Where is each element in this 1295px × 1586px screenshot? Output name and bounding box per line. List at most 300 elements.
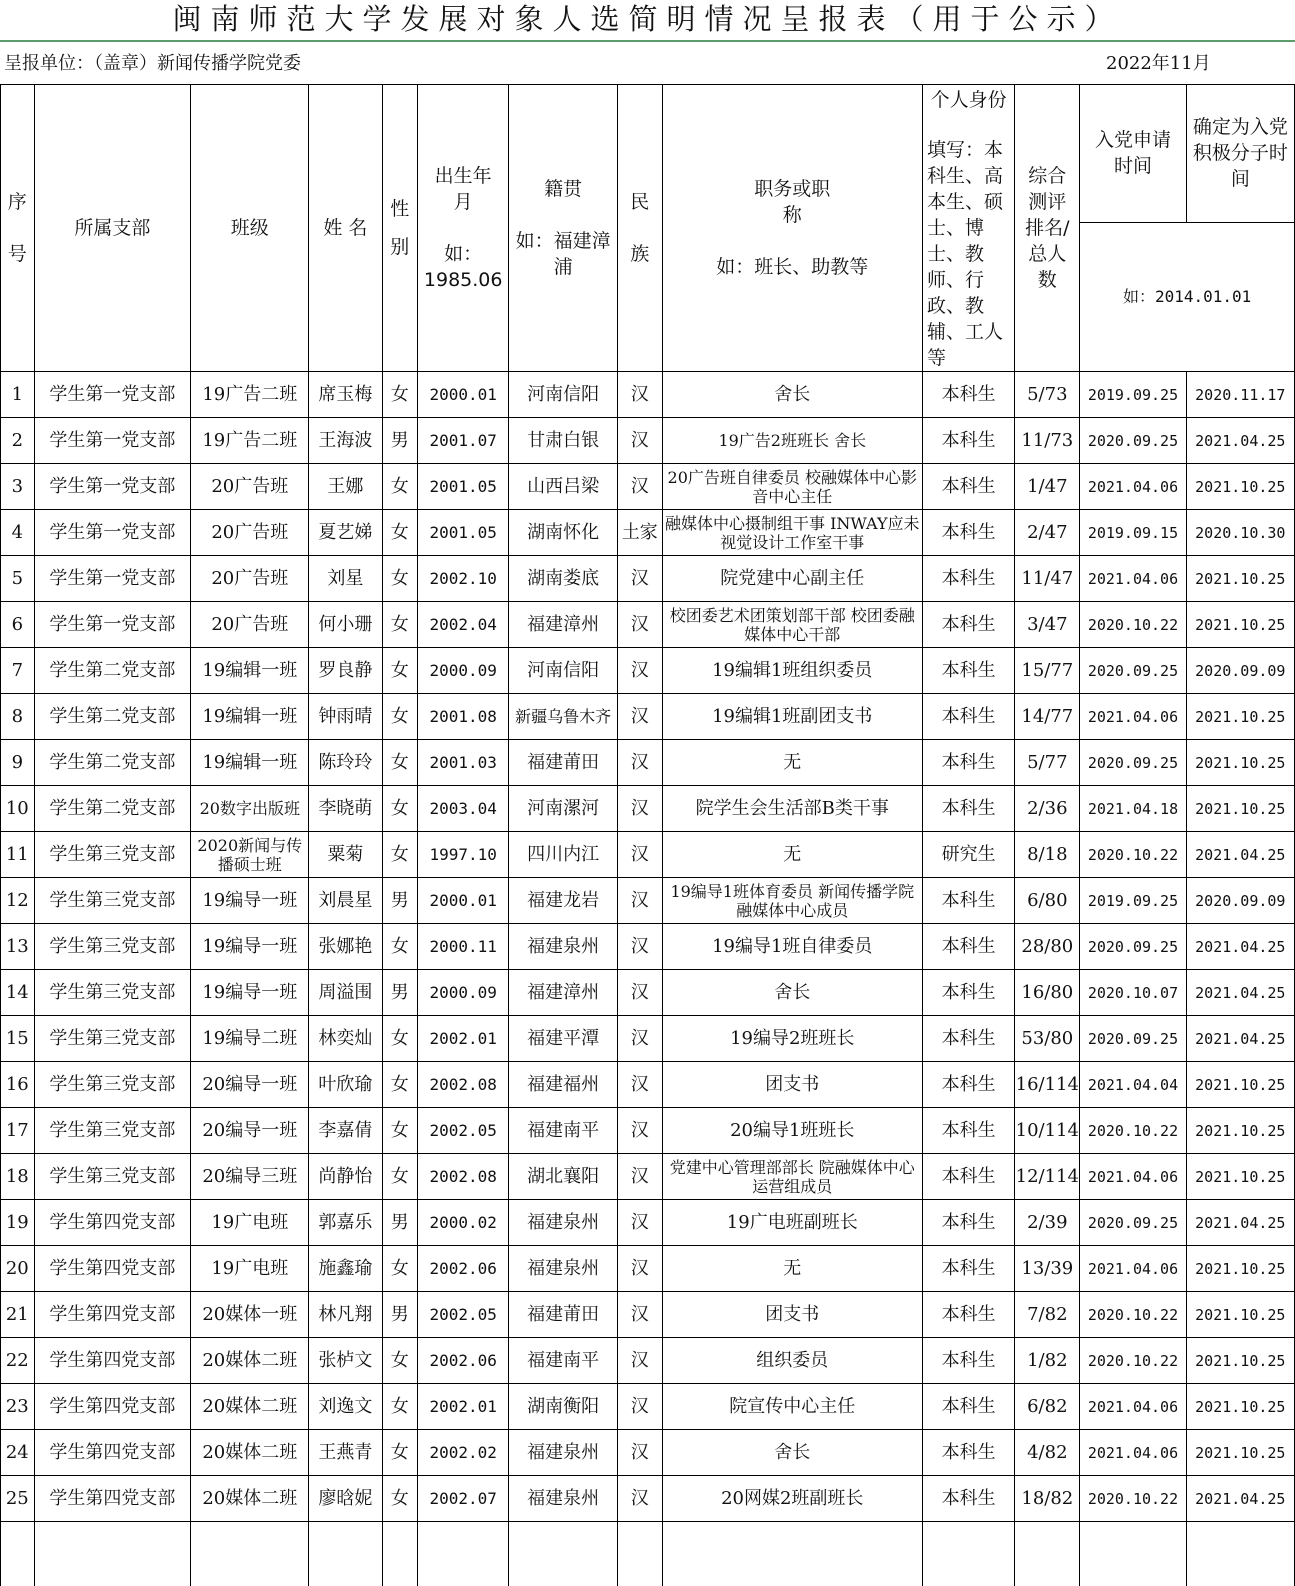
cell-identity: 本科生 xyxy=(922,1154,1014,1200)
cell-gender: 女 xyxy=(382,1384,417,1430)
cell-apply-date: 2019.09.15 xyxy=(1080,510,1186,556)
cell-branch: 学生第四党支部 xyxy=(34,1476,191,1522)
cell-identity: 本科生 xyxy=(922,1062,1014,1108)
cell-seq: 17 xyxy=(1,1108,35,1154)
cell-rank: 11/73 xyxy=(1015,418,1080,464)
cell-birth: 2002.01 xyxy=(417,1016,509,1062)
cell-branch: 学生第三党支部 xyxy=(34,878,191,924)
cell-ethnicity: 汉 xyxy=(617,1476,662,1522)
table-row xyxy=(1,1108,1295,1154)
cell-rank: 6/82 xyxy=(1015,1384,1080,1430)
cell-name: 粟菊 xyxy=(309,832,382,878)
cell-position: 团支书 xyxy=(662,1062,922,1108)
cell-identity: 本科生 xyxy=(922,1338,1014,1384)
cell-native: 福建漳州 xyxy=(509,602,617,648)
cell-name: 张娜艳 xyxy=(309,924,382,970)
cell-seq: 20 xyxy=(1,1246,35,1292)
cell-position: 19编导2班班长 xyxy=(662,1016,922,1062)
cell-branch: 学生第一党支部 xyxy=(34,418,191,464)
col-class-header: 班级 xyxy=(191,85,309,372)
cell-identity: 本科生 xyxy=(922,1200,1014,1246)
cell-gender: 女 xyxy=(382,1476,417,1522)
cell-native: 四川内江 xyxy=(509,832,617,878)
cell-rank: 16/80 xyxy=(1015,970,1080,1016)
cell-gender: 女 xyxy=(382,648,417,694)
cell-activist-date: 2021.04.25 xyxy=(1186,970,1294,1016)
cell-position: 党建中心管理部部长 院融媒体中心运营组成员 xyxy=(662,1154,922,1200)
cell-rank: 1/82 xyxy=(1015,1338,1080,1384)
cell-native: 湖南娄底 xyxy=(509,556,617,602)
cell-native: 福建莆田 xyxy=(509,740,617,786)
cell-birth: 2000.01 xyxy=(417,372,509,418)
cell-name: 李晓萌 xyxy=(309,786,382,832)
cell-gender: 女 xyxy=(382,1016,417,1062)
cell-birth: 2000.11 xyxy=(417,924,509,970)
cell-identity: 本科生 xyxy=(922,510,1014,556)
cell-identity: 本科生 xyxy=(922,602,1014,648)
table-row xyxy=(1,832,1295,878)
cell-rank: 18/82 xyxy=(1015,1476,1080,1522)
cell-birth: 2002.06 xyxy=(417,1338,509,1384)
cell-branch: 学生第三党支部 xyxy=(34,970,191,1016)
cell-seq: 24 xyxy=(1,1430,35,1476)
cell-class: 19编导一班 xyxy=(191,878,309,924)
cell-birth: 2003.04 xyxy=(417,786,509,832)
cell-position: 20广告班自律委员 校融媒体中心影音中心主任 xyxy=(662,464,922,510)
cell-activist-date: 2021.04.25 xyxy=(1186,1200,1294,1246)
cell-identity: 本科生 xyxy=(922,1476,1014,1522)
cell-name: 叶欣瑜 xyxy=(309,1062,382,1108)
cell-rank: 28/80 xyxy=(1015,924,1080,970)
table-row xyxy=(1,1200,1295,1246)
cell-seq: 1 xyxy=(1,372,35,418)
col-branch-header: 所属支部 xyxy=(34,85,191,372)
cell-native: 河南漯河 xyxy=(509,786,617,832)
cell-rank: 16/114 xyxy=(1015,1062,1080,1108)
table-row xyxy=(1,1246,1295,1292)
cell-position: 舍长 xyxy=(662,372,922,418)
cell-native: 甘肃白银 xyxy=(509,418,617,464)
cell-branch: 学生第一党支部 xyxy=(34,464,191,510)
cell-birth: 2002.04 xyxy=(417,602,509,648)
cell-native: 福建福州 xyxy=(509,1062,617,1108)
cell-class: 19编导一班 xyxy=(191,970,309,1016)
cell-gender: 男 xyxy=(382,878,417,924)
col-identity-header: 个人身份 填写：本科生、高本生、硕士、博士、教师、行政、教辅、工人等 xyxy=(922,85,1014,372)
cell-apply-date: 2020.09.25 xyxy=(1080,648,1186,694)
cell-birth: 2001.05 xyxy=(417,510,509,556)
table-row xyxy=(1,372,1295,418)
cell-activist-date: 2020.09.09 xyxy=(1186,648,1294,694)
cell-gender: 女 xyxy=(382,924,417,970)
cell-activist-date: 2021.10.25 xyxy=(1186,1246,1294,1292)
cell-ethnicity: 汉 xyxy=(617,1108,662,1154)
cell-ethnicity: 汉 xyxy=(617,1062,662,1108)
cell-branch: 学生第二党支部 xyxy=(34,694,191,740)
cell-apply-date: 2020.09.25 xyxy=(1080,1016,1186,1062)
cell-birth: 2002.05 xyxy=(417,1292,509,1338)
cell-ethnicity: 汉 xyxy=(617,832,662,878)
table-header xyxy=(1,85,1295,372)
cell-branch: 学生第三党支部 xyxy=(34,832,191,878)
cell-rank: 53/80 xyxy=(1015,1016,1080,1062)
cell-class: 19编辑一班 xyxy=(191,648,309,694)
cell-seq: 13 xyxy=(1,924,35,970)
cell-ethnicity: 汉 xyxy=(617,556,662,602)
cell-birth: 2001.07 xyxy=(417,418,509,464)
cell-birth: 2002.06 xyxy=(417,1246,509,1292)
cell-apply-date: 2020.10.22 xyxy=(1080,1108,1186,1154)
table-row xyxy=(1,602,1295,648)
cell-branch: 学生第四党支部 xyxy=(34,1384,191,1430)
cell-identity: 本科生 xyxy=(922,786,1014,832)
cell-ethnicity: 汉 xyxy=(617,1292,662,1338)
cell-class: 19广电班 xyxy=(191,1246,309,1292)
cell-name: 刘晨星 xyxy=(309,878,382,924)
cell-class: 19编导一班 xyxy=(191,924,309,970)
cell-gender: 女 xyxy=(382,1338,417,1384)
cell-ethnicity: 汉 xyxy=(617,1338,662,1384)
cell-apply-date: 2020.09.25 xyxy=(1080,924,1186,970)
candidates-table xyxy=(0,84,1295,1586)
cell-ethnicity: 汉 xyxy=(617,1384,662,1430)
cell-position: 20网媒2班副班长 xyxy=(662,1476,922,1522)
reporting-unit: 呈报单位：（盖章）新闻传播学院党委 xyxy=(4,52,301,76)
cell-branch: 学生第一党支部 xyxy=(34,556,191,602)
cell-seq: 15 xyxy=(1,1016,35,1062)
cell-class: 20编导一班 xyxy=(191,1062,309,1108)
cell-gender: 女 xyxy=(382,556,417,602)
table-row xyxy=(1,510,1295,556)
col-native-header: 籍贯 如：福建漳浦 xyxy=(509,85,617,372)
cell-class: 20编导一班 xyxy=(191,1108,309,1154)
col-activist-header: 确定为入党积极分子时间 xyxy=(1186,85,1294,223)
cell-ethnicity: 汉 xyxy=(617,740,662,786)
cell-class: 19编导二班 xyxy=(191,1016,309,1062)
cell-ethnicity: 汉 xyxy=(617,970,662,1016)
table-row xyxy=(1,648,1295,694)
cell-activist-date: 2021.04.25 xyxy=(1186,924,1294,970)
cell-position: 19广电班副班长 xyxy=(662,1200,922,1246)
cell-position: 19编导1班体育委员 新闻传播学院融媒体中心成员 xyxy=(662,878,922,924)
cell-apply-date: 2020.10.07 xyxy=(1080,970,1186,1016)
cell-seq: 12 xyxy=(1,878,35,924)
cell-rank: 5/73 xyxy=(1015,372,1080,418)
cell-branch: 学生第三党支部 xyxy=(34,1016,191,1062)
cell-branch: 学生第四党支部 xyxy=(34,1430,191,1476)
cell-apply-date: 2020.10.22 xyxy=(1080,1476,1186,1522)
cell-identity: 本科生 xyxy=(922,694,1014,740)
cell-class: 20媒体二班 xyxy=(191,1476,309,1522)
cell-class: 20数字出版班 xyxy=(191,786,309,832)
cell-birth: 2001.05 xyxy=(417,464,509,510)
cell-seq: 5 xyxy=(1,556,35,602)
cell-identity: 本科生 xyxy=(922,878,1014,924)
cell-rank: 10/114 xyxy=(1015,1108,1080,1154)
cell-class: 20媒体二班 xyxy=(191,1338,309,1384)
cell-identity: 本科生 xyxy=(922,1384,1014,1430)
cell-class: 19广告二班 xyxy=(191,418,309,464)
cell-seq: 6 xyxy=(1,602,35,648)
cell-apply-date: 2019.09.25 xyxy=(1080,878,1186,924)
cell-position: 无 xyxy=(662,740,922,786)
cell-rank: 1/47 xyxy=(1015,464,1080,510)
cell-native: 福建南平 xyxy=(509,1338,617,1384)
cell-rank: 11/47 xyxy=(1015,556,1080,602)
table-row xyxy=(1,464,1295,510)
table-row xyxy=(1,786,1295,832)
cell-branch: 学生第三党支部 xyxy=(34,1108,191,1154)
cell-name: 王燕青 xyxy=(309,1430,382,1476)
cell-seq: 18 xyxy=(1,1154,35,1200)
cell-ethnicity: 汉 xyxy=(617,372,662,418)
cell-rank: 8/18 xyxy=(1015,832,1080,878)
cell-name: 何小珊 xyxy=(309,602,382,648)
cell-branch: 学生第三党支部 xyxy=(34,924,191,970)
cell-class: 20广告班 xyxy=(191,510,309,556)
cell-birth: 2002.07 xyxy=(417,1476,509,1522)
cell-seq: 9 xyxy=(1,740,35,786)
cell-apply-date: 2019.09.25 xyxy=(1080,372,1186,418)
col-birth-header: 出生年月 如：1985.06 xyxy=(417,85,509,372)
cell-apply-date: 2021.04.18 xyxy=(1080,786,1186,832)
cell-identity: 本科生 xyxy=(922,464,1014,510)
cell-rank: 5/77 xyxy=(1015,740,1080,786)
cell-seq: 19 xyxy=(1,1200,35,1246)
cell-seq: 22 xyxy=(1,1338,35,1384)
cell-rank: 6/80 xyxy=(1015,878,1080,924)
cell-apply-date: 2020.10.22 xyxy=(1080,1338,1186,1384)
cell-birth: 2000.02 xyxy=(417,1200,509,1246)
cell-activist-date: 2020.09.09 xyxy=(1186,878,1294,924)
cell-activist-date: 2021.10.25 xyxy=(1186,694,1294,740)
cell-branch: 学生第四党支部 xyxy=(34,1200,191,1246)
cell-native: 河南信阳 xyxy=(509,372,617,418)
cell-seq: 7 xyxy=(1,648,35,694)
table-row xyxy=(1,556,1295,602)
cell-identity: 本科生 xyxy=(922,1246,1014,1292)
cell-activist-date: 2021.04.25 xyxy=(1186,418,1294,464)
cell-name: 夏艺娣 xyxy=(309,510,382,556)
cell-native: 湖北襄阳 xyxy=(509,1154,617,1200)
cell-native: 福建泉州 xyxy=(509,1476,617,1522)
cell-birth: 2002.01 xyxy=(417,1384,509,1430)
cell-class: 19广电班 xyxy=(191,1200,309,1246)
cell-rank: 7/82 xyxy=(1015,1292,1080,1338)
cell-class: 20媒体二班 xyxy=(191,1384,309,1430)
cell-identity: 本科生 xyxy=(922,740,1014,786)
header-divider xyxy=(0,40,1295,42)
cell-activist-date: 2021.10.25 xyxy=(1186,1384,1294,1430)
cell-position: 院党建中心副主任 xyxy=(662,556,922,602)
table-row xyxy=(1,878,1295,924)
cell-branch: 学生第三党支部 xyxy=(34,1154,191,1200)
cell-branch: 学生第二党支部 xyxy=(34,648,191,694)
cell-gender: 女 xyxy=(382,1108,417,1154)
cell-activist-date: 2021.10.25 xyxy=(1186,1292,1294,1338)
cell-ethnicity: 汉 xyxy=(617,602,662,648)
cell-position: 校团委艺术团策划部干部 校团委融媒体中心干部 xyxy=(662,602,922,648)
cell-native: 福建南平 xyxy=(509,1108,617,1154)
cell-activist-date: 2021.10.25 xyxy=(1186,1430,1294,1476)
cell-identity: 本科生 xyxy=(922,1430,1014,1476)
cell-name: 刘星 xyxy=(309,556,382,602)
cell-birth: 2000.01 xyxy=(417,878,509,924)
cell-gender: 女 xyxy=(382,786,417,832)
cell-name: 林凡翔 xyxy=(309,1292,382,1338)
cell-ethnicity: 汉 xyxy=(617,694,662,740)
cell-class: 2020新闻与传播硕士班 xyxy=(191,832,309,878)
cell-gender: 女 xyxy=(382,602,417,648)
cell-apply-date: 2021.04.06 xyxy=(1080,556,1186,602)
cell-name: 席玉梅 xyxy=(309,372,382,418)
cell-rank: 14/77 xyxy=(1015,694,1080,740)
cell-seq: 23 xyxy=(1,1384,35,1430)
cell-activist-date: 2021.10.25 xyxy=(1186,464,1294,510)
cell-apply-date: 2020.10.22 xyxy=(1080,602,1186,648)
cell-rank: 13/39 xyxy=(1015,1246,1080,1292)
cell-apply-date: 2020.10.22 xyxy=(1080,832,1186,878)
cell-gender: 男 xyxy=(382,1292,417,1338)
cell-native: 湖南衡阳 xyxy=(509,1384,617,1430)
cell-birth: 2002.05 xyxy=(417,1108,509,1154)
cell-identity: 研究生 xyxy=(922,832,1014,878)
cell-seq: 21 xyxy=(1,1292,35,1338)
cell-class: 19编辑一班 xyxy=(191,740,309,786)
cell-seq: 4 xyxy=(1,510,35,556)
cell-class: 20广告班 xyxy=(191,602,309,648)
cell-seq: 3 xyxy=(1,464,35,510)
cell-gender: 女 xyxy=(382,510,417,556)
cell-ethnicity: 汉 xyxy=(617,878,662,924)
cell-activist-date: 2021.10.25 xyxy=(1186,740,1294,786)
table-row xyxy=(1,694,1295,740)
cell-birth: 2001.08 xyxy=(417,694,509,740)
cell-apply-date: 2020.09.25 xyxy=(1080,418,1186,464)
cell-native: 福建漳州 xyxy=(509,970,617,1016)
cell-position: 无 xyxy=(662,1246,922,1292)
cell-position: 20编导1班班长 xyxy=(662,1108,922,1154)
table-row xyxy=(1,1384,1295,1430)
cell-class: 20广告班 xyxy=(191,464,309,510)
cell-apply-date: 2021.04.06 xyxy=(1080,1246,1186,1292)
table-row xyxy=(1,1154,1295,1200)
cell-position: 19编辑1班副团支书 xyxy=(662,694,922,740)
cell-gender: 女 xyxy=(382,1062,417,1108)
cell-activist-date: 2021.04.25 xyxy=(1186,1016,1294,1062)
cell-birth: 2000.09 xyxy=(417,970,509,1016)
col-rank-header: 综合测评排名/总人数 xyxy=(1015,85,1080,372)
cell-identity: 本科生 xyxy=(922,648,1014,694)
cell-native: 福建泉州 xyxy=(509,1200,617,1246)
cell-ethnicity: 汉 xyxy=(617,1200,662,1246)
report-date: 2022年11月 xyxy=(1106,52,1211,76)
cell-rank: 12/114 xyxy=(1015,1154,1080,1200)
cell-position: 院宣传中心主任 xyxy=(662,1384,922,1430)
cell-branch: 学生第三党支部 xyxy=(34,1062,191,1108)
cell-position: 院学生会生活部B类干事 xyxy=(662,786,922,832)
cell-activist-date: 2021.10.25 xyxy=(1186,1154,1294,1200)
cell-seq: 10 xyxy=(1,786,35,832)
cell-native: 河南信阳 xyxy=(509,648,617,694)
empty-row xyxy=(1,1522,1295,1586)
table-row xyxy=(1,1292,1295,1338)
cell-name: 林奕灿 xyxy=(309,1016,382,1062)
cell-apply-date: 2021.04.06 xyxy=(1080,464,1186,510)
cell-activist-date: 2021.10.25 xyxy=(1186,786,1294,832)
cell-name: 王海波 xyxy=(309,418,382,464)
cell-name: 王娜 xyxy=(309,464,382,510)
cell-position: 19广告2班班长 舍长 xyxy=(662,418,922,464)
cell-seq: 25 xyxy=(1,1476,35,1522)
cell-gender: 女 xyxy=(382,740,417,786)
cell-branch: 学生第二党支部 xyxy=(34,786,191,832)
cell-apply-date: 2020.09.25 xyxy=(1080,740,1186,786)
cell-identity: 本科生 xyxy=(922,418,1014,464)
cell-rank: 2/47 xyxy=(1015,510,1080,556)
cell-birth: 2002.08 xyxy=(417,1154,509,1200)
cell-ethnicity: 土家 xyxy=(617,510,662,556)
cell-seq: 14 xyxy=(1,970,35,1016)
cell-activist-date: 2021.04.25 xyxy=(1186,832,1294,878)
cell-gender: 女 xyxy=(382,464,417,510)
col-name-header: 姓 名 xyxy=(309,85,382,372)
col-ethnicity-header: 民族 xyxy=(617,85,662,372)
cell-branch: 学生第一党支部 xyxy=(34,602,191,648)
cell-apply-date: 2020.10.22 xyxy=(1080,1292,1186,1338)
cell-ethnicity: 汉 xyxy=(617,924,662,970)
cell-ethnicity: 汉 xyxy=(617,1016,662,1062)
cell-identity: 本科生 xyxy=(922,924,1014,970)
cell-identity: 本科生 xyxy=(922,556,1014,602)
cell-birth: 2001.03 xyxy=(417,740,509,786)
cell-name: 施鑫瑜 xyxy=(309,1246,382,1292)
cell-activist-date: 2021.10.25 xyxy=(1186,1338,1294,1384)
cell-gender: 女 xyxy=(382,1430,417,1476)
cell-apply-date: 2021.04.06 xyxy=(1080,1384,1186,1430)
cell-ethnicity: 汉 xyxy=(617,1246,662,1292)
table-row xyxy=(1,1016,1295,1062)
cell-activist-date: 2021.10.25 xyxy=(1186,556,1294,602)
col-apply-header: 入党申请时间 xyxy=(1080,85,1186,223)
cell-seq: 16 xyxy=(1,1062,35,1108)
table-row xyxy=(1,970,1295,1016)
table-row xyxy=(1,1338,1295,1384)
cell-name: 张栌文 xyxy=(309,1338,382,1384)
col-gender-header: 性别 xyxy=(382,85,417,372)
cell-birth: 2002.08 xyxy=(417,1062,509,1108)
cell-gender: 男 xyxy=(382,418,417,464)
cell-name: 罗良静 xyxy=(309,648,382,694)
cell-identity: 本科生 xyxy=(922,372,1014,418)
cell-apply-date: 2021.04.04 xyxy=(1080,1062,1186,1108)
cell-gender: 女 xyxy=(382,832,417,878)
cell-position: 19编导1班自律委员 xyxy=(662,924,922,970)
cell-apply-date: 2021.04.06 xyxy=(1080,1154,1186,1200)
cell-branch: 学生第四党支部 xyxy=(34,1246,191,1292)
cell-gender: 男 xyxy=(382,970,417,1016)
cell-ethnicity: 汉 xyxy=(617,1154,662,1200)
cell-position: 团支书 xyxy=(662,1292,922,1338)
cell-name: 钟雨晴 xyxy=(309,694,382,740)
cell-ethnicity: 汉 xyxy=(617,786,662,832)
col-seq-header: 序号 xyxy=(1,85,35,372)
cell-activist-date: 2021.10.25 xyxy=(1186,602,1294,648)
cell-gender: 女 xyxy=(382,694,417,740)
cell-gender: 男 xyxy=(382,1200,417,1246)
cell-position: 无 xyxy=(662,832,922,878)
col-position-header: 职务或职称 如：班长、助教等 xyxy=(662,85,922,372)
